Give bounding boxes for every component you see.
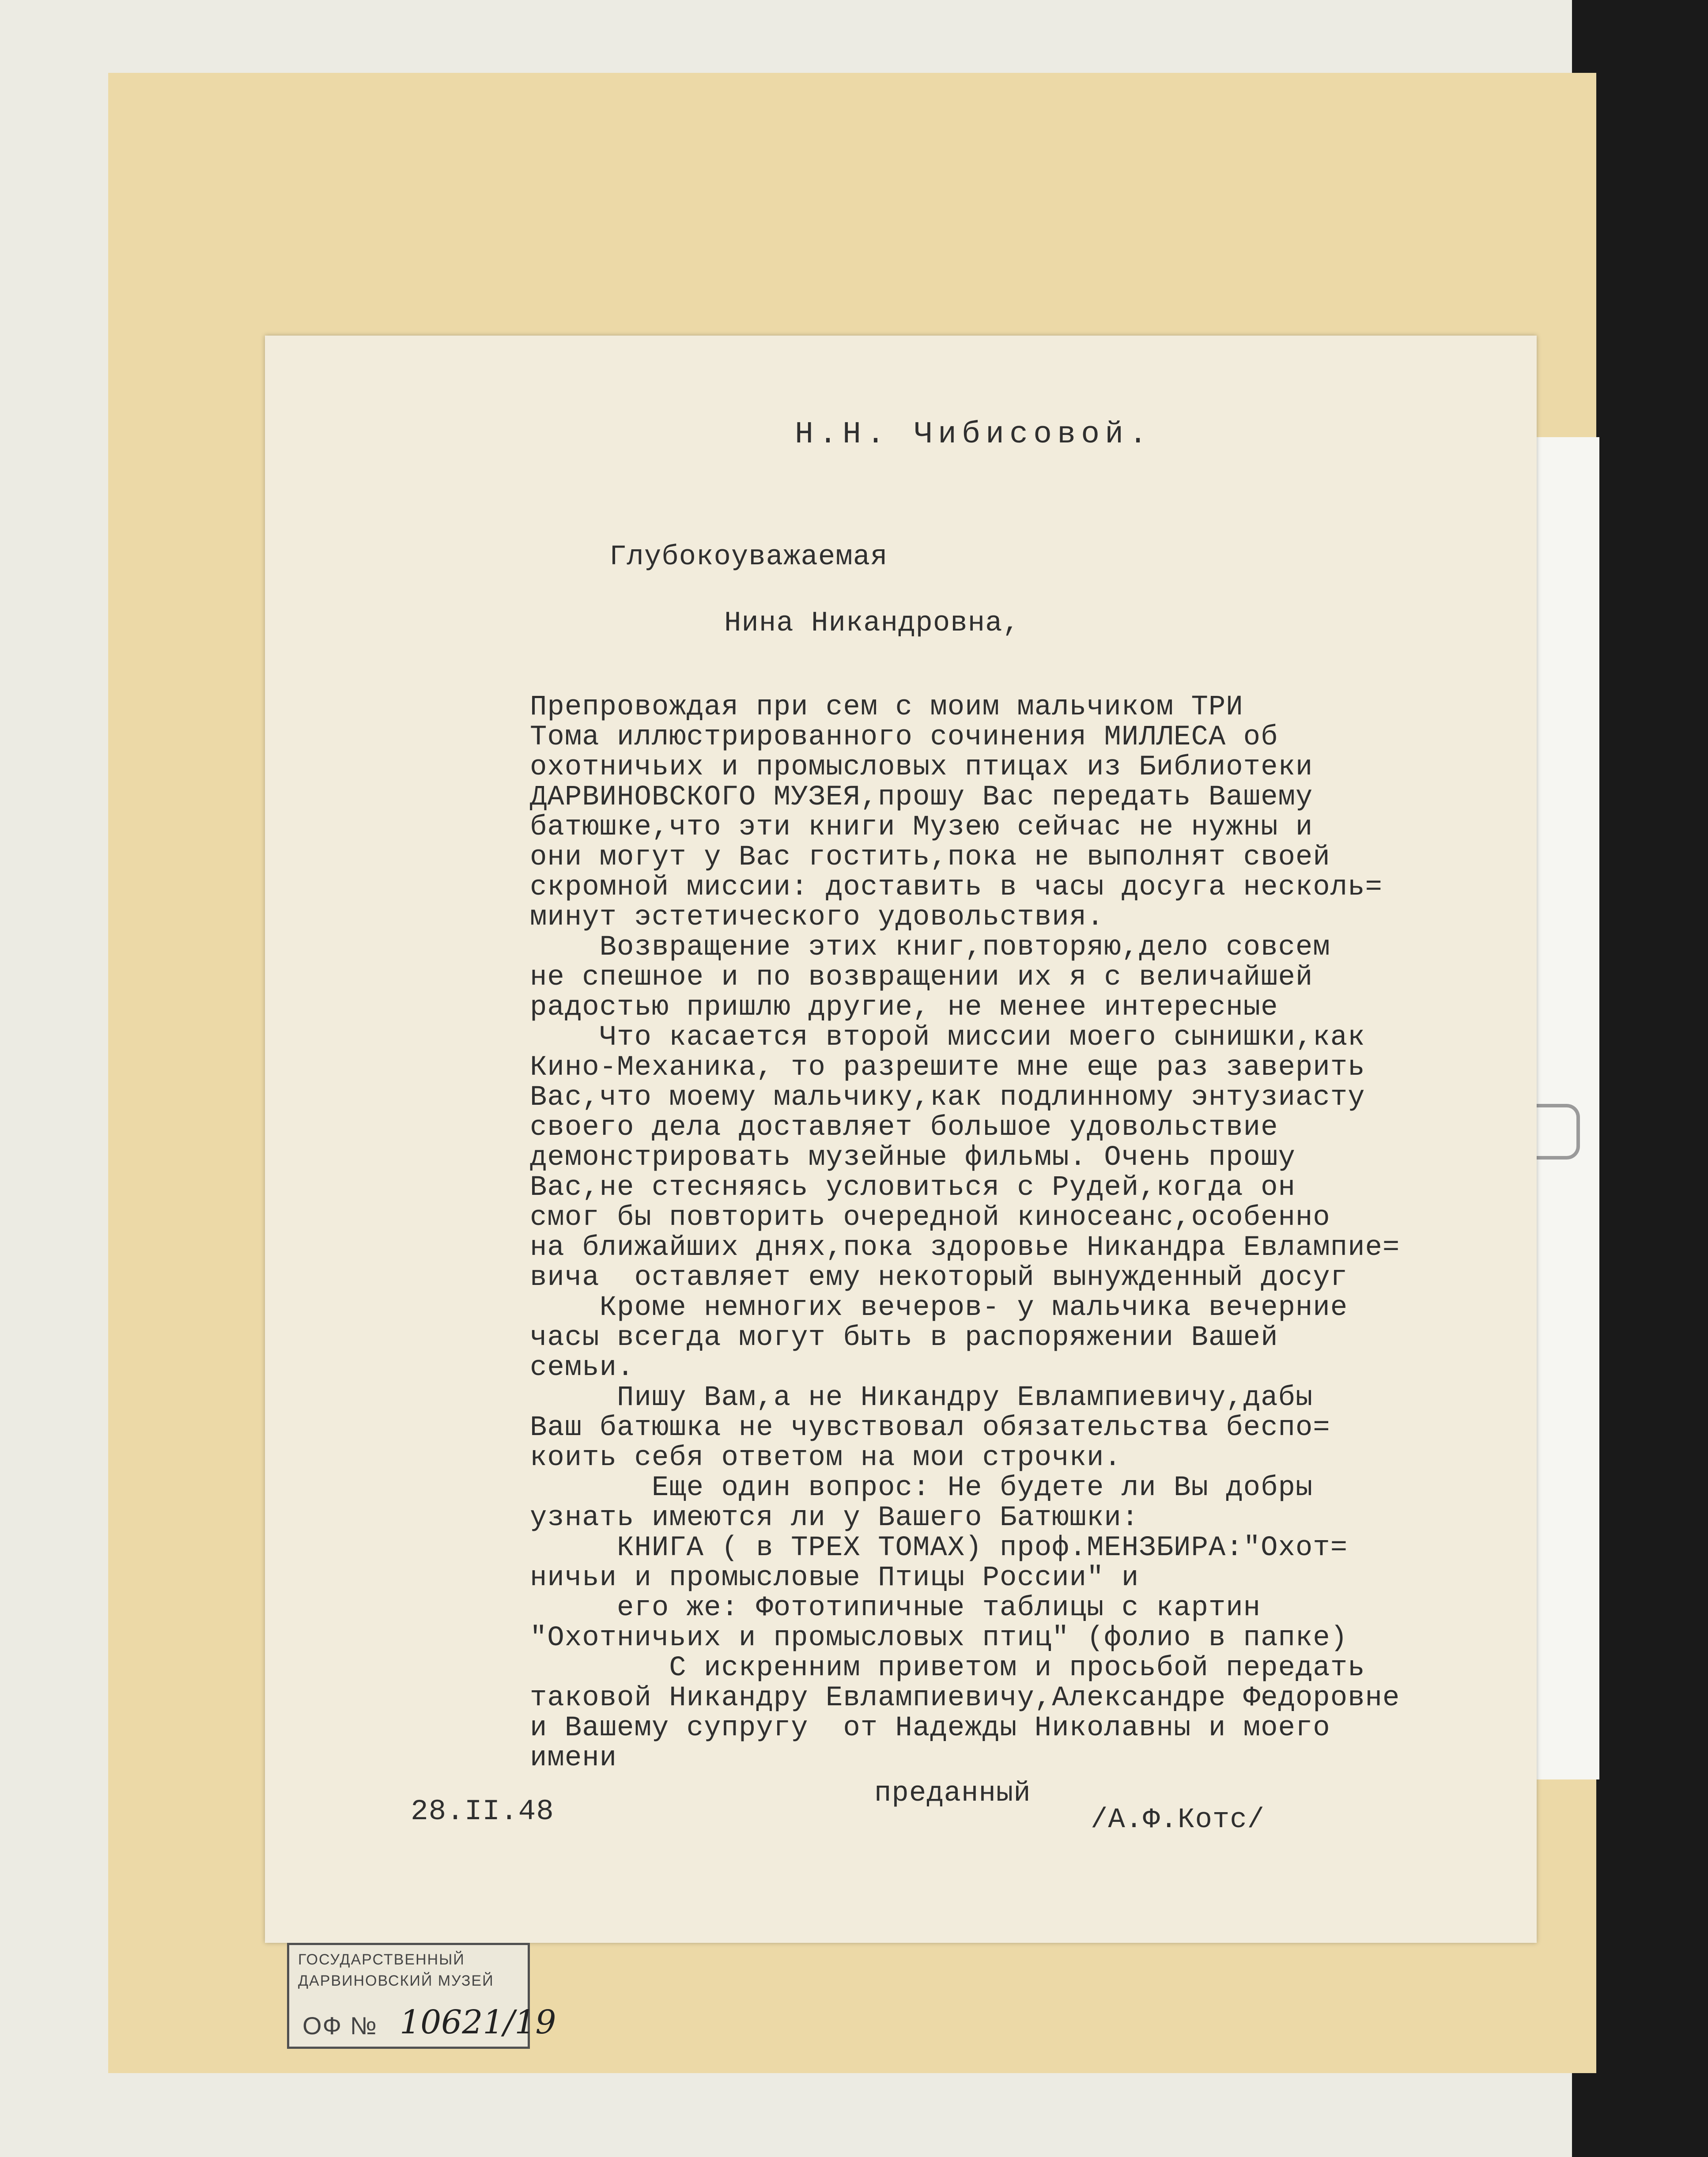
stamp-number: 10621/19 bbox=[400, 2003, 556, 2041]
body-line: Возвращение этих книг,повторяю,дело совсем bbox=[530, 932, 1330, 963]
body-line: Кино-Механика, то разрешите мне еще раз заверить bbox=[530, 1052, 1365, 1084]
body-line: минут эстетического удовольствия. bbox=[530, 902, 1104, 933]
archive-stamp bbox=[287, 1943, 556, 2049]
closing: преданный bbox=[874, 1778, 1031, 1809]
body-line: Пишу Вам,а не Никандру Евлампиевичу,дабы bbox=[530, 1382, 1313, 1414]
body-line: скромной миссии: доставить в часы досуга несколь= bbox=[530, 872, 1383, 903]
body-line: не спешное и по возвращении их я с величайшей bbox=[530, 962, 1313, 994]
body-line: ДАРВИНОВСКОГО МУЗЕЯ,прошу Вас передать Вашему bbox=[530, 782, 1313, 813]
body-line: Вас,что моему мальчику,как подлинному энтузиасту bbox=[530, 1082, 1365, 1114]
body-line: его же: Фототипичные таблицы с картин bbox=[530, 1592, 1261, 1624]
body-line: на ближайших днях,пока здоровье Никандра Евлампие= bbox=[530, 1232, 1400, 1264]
body-line: Еще один вопрос: Не будете ли Вы добры bbox=[530, 1472, 1313, 1504]
addressee: Н.Н. Чибисовой. bbox=[795, 417, 1153, 452]
body-line: Что касается второй миссии моего сынишки,как bbox=[530, 1022, 1365, 1054]
body-line: и Вашему супругу от Надежды Николавны и моего bbox=[530, 1712, 1330, 1744]
body-line: таковой Никандру Евлампиевичу,Александре Федоровне bbox=[530, 1682, 1400, 1714]
stamp-line-2: ДАРВИНОВСКИЙ МУЗЕЙ bbox=[298, 1972, 494, 1989]
body-line: Препровождая при сем с моим мальчиком ТРИ bbox=[530, 691, 1243, 723]
salutation: Глубокоуважаемая bbox=[609, 541, 888, 573]
body-line: семьи. bbox=[530, 1352, 635, 1384]
body-line: КНИГА ( в ТРЕХ ТОМАХ) проф.МЕНЗБИРА:"Охот= bbox=[530, 1532, 1348, 1564]
body-line: Ваш батюшка не чувствовал обязательства беспо= bbox=[530, 1412, 1330, 1444]
signature: /А.Ф.Котс/ bbox=[1091, 1804, 1265, 1836]
body-line: Кроме немногих вечеров- у мальчика вечерние bbox=[530, 1292, 1348, 1324]
body-line: они могут у Вас гостить,пока не выполнят своей bbox=[530, 842, 1330, 873]
body-line: батюшке,что эти книги Музею сейчас не нужны и bbox=[530, 812, 1313, 843]
stamp-line-1: ГОСУДАРСТВЕННЫЙ bbox=[298, 1951, 465, 1968]
body-line: коить себя ответом на мои строчки. bbox=[530, 1442, 1122, 1474]
body-line: своего дела доставляет большое удовольствие bbox=[530, 1112, 1278, 1144]
body-line: Тома иллюстрированного сочинения МИЛЛЕСА об bbox=[530, 722, 1278, 753]
body-line: С искренним приветом и просьбой передать bbox=[530, 1652, 1365, 1684]
stamp-prefix: ОФ № bbox=[302, 2012, 378, 2040]
body-line: вича оставляет ему некоторый вынужденный досуг bbox=[530, 1262, 1348, 1294]
body-line: демонстрировать музейные фильмы. Очень прошу bbox=[530, 1142, 1296, 1174]
letter-date: 28.II.48 bbox=[411, 1795, 554, 1828]
body-line: имени bbox=[530, 1742, 617, 1774]
recipient-name: Нина Никандровна, bbox=[724, 608, 1020, 639]
body-line: смог бы повторить очередной киносеанс,особенно bbox=[530, 1202, 1330, 1234]
typed-letter bbox=[265, 336, 1537, 1943]
body-line: Вас,не стесняясь условиться с Рудей,когда он bbox=[530, 1172, 1296, 1204]
body-line: ничьи и промысловые Птицы России" и bbox=[530, 1562, 1139, 1594]
body-line: радостью пришлю другие, не менее интересные bbox=[530, 992, 1278, 1024]
body-line: охотничьих и промысловых птицах из Библиотеки bbox=[530, 752, 1313, 783]
body-line: узнать имеются ли у Вашего Батюшки: bbox=[530, 1502, 1139, 1534]
body-line: часы всегда могут быть в распоряжении Вашей bbox=[530, 1322, 1278, 1354]
body-line: "Охотничьих и промысловых птиц" (фолио в папке) bbox=[530, 1622, 1348, 1654]
